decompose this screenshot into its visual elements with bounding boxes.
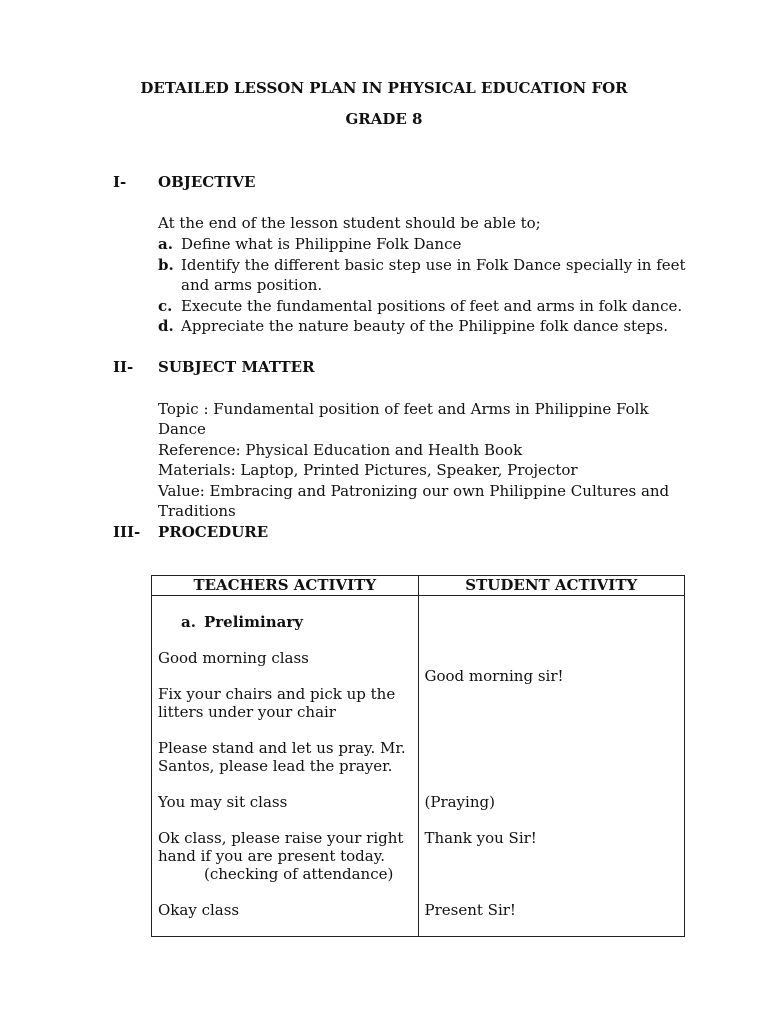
subject-topic-line2: Dance: [158, 420, 206, 438]
student-activity-header: STUDENT ACTIVITY: [418, 576, 685, 596]
section-heading-subject-matter: SUBJECT MATTER: [158, 358, 315, 376]
student-activity-cell: [418, 596, 685, 937]
teacher-line: Please stand and let us pray. Mr.: [158, 739, 406, 757]
teacher-activity-header: TEACHERS ACTIVITY: [152, 576, 419, 596]
subject-value-line1: Value: Embracing and Patronizing our own Philippine Cultures and: [158, 482, 670, 500]
teacher-line: Okay class: [158, 901, 240, 919]
objective-item-a-letter: a.: [158, 235, 173, 253]
section-heading-procedure: PROCEDURE: [158, 523, 269, 541]
teacher-line: Santos, please lead the prayer.: [158, 757, 393, 775]
subject-reference: Reference: Physical Education and Health Book: [158, 441, 523, 459]
student-line: Thank you Sir!: [424, 829, 537, 847]
procedure-table: [151, 575, 685, 937]
subject-topic-line1: Topic : Fundamental position of feet and Arms in Philippine Folk: [158, 400, 649, 418]
section-numeral-objective: I-: [113, 173, 127, 191]
objective-item-c-letter: c.: [158, 297, 173, 315]
section-numeral-subject-matter: II-: [113, 358, 134, 376]
student-line: Good morning sir!: [424, 667, 564, 685]
objective-intro: At the end of the lesson student should be able to;: [158, 214, 541, 232]
objective-item-c: Execute the fundamental positions of feet and arms in folk dance.: [181, 297, 683, 315]
section-heading-objective: OBJECTIVE: [158, 173, 256, 191]
teacher-line: Ok class, please raise your right: [158, 829, 404, 847]
preliminary-label: Preliminary: [204, 613, 303, 631]
objective-item-a: Define what is Philippine Folk Dance: [181, 235, 462, 253]
student-line: Present Sir!: [424, 901, 516, 919]
teacher-line: Fix your chairs and pick up the: [158, 685, 396, 703]
document-grade: GRADE 8: [345, 110, 423, 128]
teacher-line: hand if you are present today.: [158, 847, 385, 865]
subject-value-line2: Traditions: [158, 502, 236, 520]
objective-item-b-letter: b.: [158, 256, 174, 274]
objective-item-b-line1: Identify the different basic step use in Folk Dance specially in feet: [181, 256, 686, 274]
teacher-activity-cell: [152, 596, 419, 937]
teacher-line: litters under your chair: [158, 703, 336, 721]
document-title: DETAILED LESSON PLAN IN PHYSICAL EDUCATION FOR: [140, 79, 628, 97]
objective-item-d-letter: d.: [158, 317, 174, 335]
section-numeral-procedure: III-: [113, 523, 141, 541]
preliminary-letter: a.: [181, 613, 196, 631]
student-line: (Praying): [424, 793, 495, 811]
teacher-line: You may sit class: [158, 793, 288, 811]
teacher-line: (checking of attendance): [204, 865, 394, 883]
subject-materials: Materials: Laptop, Printed Pictures, Speaker, Projector: [158, 461, 578, 479]
teacher-line: Good morning class: [158, 649, 309, 667]
objective-item-d: Appreciate the nature beauty of the Philippine folk dance steps.: [181, 317, 668, 335]
objective-item-b-line2: and arms position.: [181, 276, 323, 294]
